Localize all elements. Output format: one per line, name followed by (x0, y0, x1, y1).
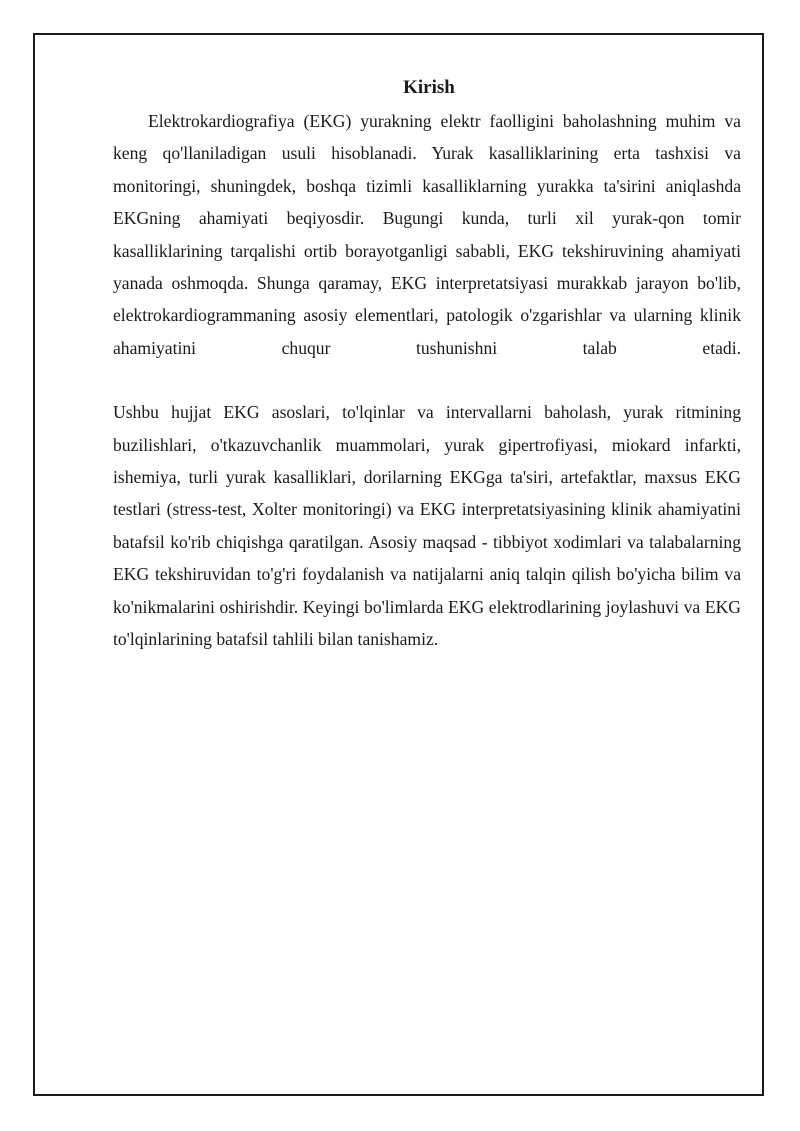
paragraph-gap (113, 364, 741, 396)
paragraph-intro: Elektrokardiografiya (EKG) yurakning elektr faolligini baholashning muhim va keng qo'llaniladigan usuli hisoblanadi. Yurak kasalliklarining erta tashxisi va monitoringi, shuningdek, boshqa tizimli kasalliklarning yurakka ta'sirini aniqlashda EKGning ahamiyati beqiyosdir. Bugungi kunda, turli xil yurak-qon tomir kasalliklarining tarqalishi ortib borayotganligi sababli, EKG tekshiruvining ahamiyati yanada oshmoqda. Shunga qaramay, EKG interpretatsiyasi murakkab jarayon bo'lib, elektrokardiogrammaning asosiy elementlari, patologik o'zgarishlar va ularning klinik ahamiyatini chuqur tushunishni talab etadi. (113, 111, 741, 358)
document-body (113, 74, 741, 656)
section-heading: Kirish (403, 77, 455, 98)
paragraph-scope: Ushbu hujjat EKG asoslari, to'lqinlar va intervallarni baholash, yurak ritmining buzilishlari, o'tkazuvchanlik muammolari, yurak gipertrofiyasi, miokard infarkti, ishemiya, turli yurak kasalliklari, dorilarning EKGga ta'siri, artefaktlar, maxsus EKG testlari (stress-test, Xolter monitoringi) va EKG interpretatsiyasining klinik ahamiyatini batafsil ko'rib chiqishga qaratilgan. Asosiy maqsad - tibbiyot xodimlari va talabalarning EKG tekshiruvidan to'g'ri foydalanish va natijalarni aniq talqin qilish bo'yicha bilim va ko'nikmalarini oshirishdir. Keyingi bo'limlarda EKG elektrodlarining joylashuvi va EKG to'lqinlarining batafsil tahlili bilan tanishamiz. (113, 402, 741, 650)
